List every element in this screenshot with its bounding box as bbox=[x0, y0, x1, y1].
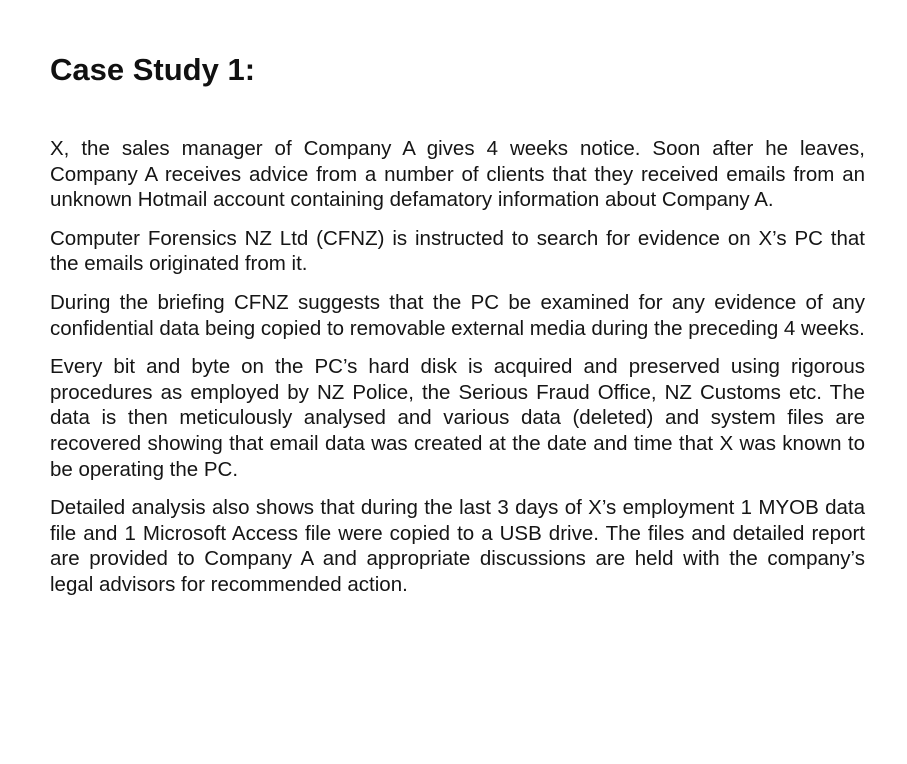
paragraph-briefing: During the briefing CFNZ suggests that the PC be examined for any evidence of any confidential data being copied to removable external media during the preceding 4 weeks. bbox=[50, 290, 865, 340]
paragraph-resignation: X, the sales manager of Company A gives 4 weeks notice. Soon after he leaves, Company A receives advice from a number of clients that they received emails from an unknown Hotmail account containing defamatory information about Company A. bbox=[50, 137, 865, 212]
paragraph-analysis: Detailed analysis also shows that during the last 3 days of X’s employment 1 MYOB data file and 1 Microsoft Access file were copied to a USB drive. The files and detailed report are provided to Company A and appropriate discussions are held with the company’s legal advisors for recommended action. bbox=[50, 496, 865, 596]
paragraph-instruction: Computer Forensics NZ Ltd (CFNZ) is instructed to search for evidence on X’s PC that the emails originated from it. bbox=[50, 226, 865, 276]
paragraph-acquisition: Every bit and byte on the PC’s hard disk is acquired and preserved using rigorous procedures as employed by NZ Police, the Serious Fraud Office, NZ Customs etc. The data is then meticulously analysed and various data (deleted) and system files are recovered showing that email data was created at the date and time that X was known to be operating the PC. bbox=[50, 355, 865, 481]
document-page bbox=[50, 50, 865, 611]
page-title: Case Study 1: bbox=[50, 52, 256, 87]
